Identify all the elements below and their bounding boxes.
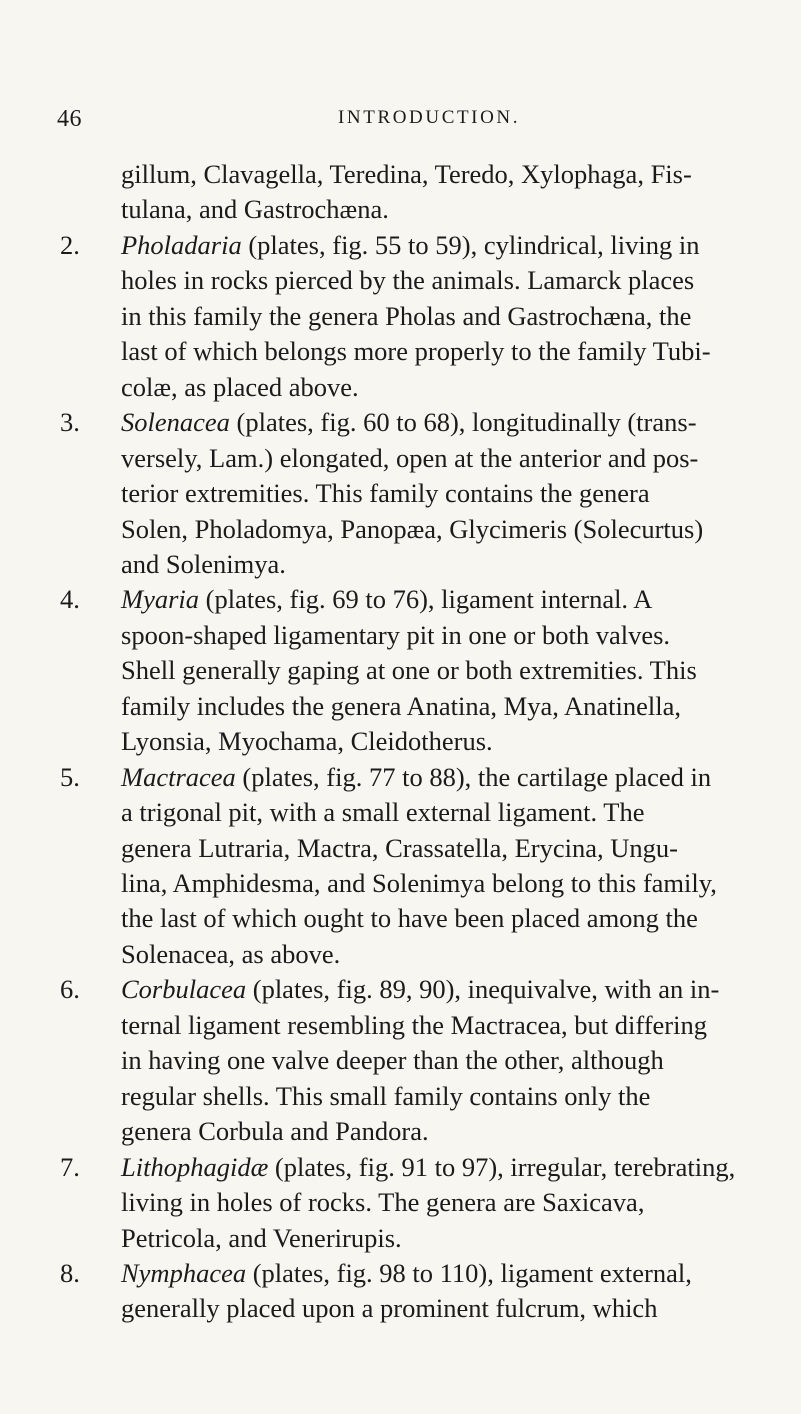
entry-number: 3.	[60, 407, 80, 438]
text-line: family includes the genera Anatina, Mya, Anatinella,	[121, 690, 682, 721]
entry-text: (plates, fig. 89, 90), inequivalve, with an in-	[246, 974, 720, 1005]
entry-first-line	[121, 972, 719, 1006]
text-line: genera Corbula and Pandora.	[121, 1116, 429, 1147]
entry-text: (plates, fig. 69 to 76), ligament internal. A	[199, 584, 653, 615]
entry-text: (plates, fig. 55 to 59), cylindrical, living in	[241, 229, 700, 260]
entry-text: (plates, fig. 77 to 88), the cartilage placed in	[235, 761, 712, 792]
running-head: INTRODUCTION.	[338, 107, 521, 128]
entry-text: (plates, fig. 91 to 97), irregular, terebrating,	[268, 1151, 736, 1182]
entry-number: 8.	[60, 1257, 80, 1288]
text-line: Solenacea, as above.	[121, 938, 341, 969]
entry-first-line	[121, 1150, 735, 1184]
entry-first-line	[121, 228, 700, 262]
text-line: ternal ligament resembling the Mactracea, but differing	[121, 1009, 707, 1040]
text-line: holes in rocks pierced by the animals. Lamarck places	[121, 265, 695, 296]
entry-number: 4.	[60, 584, 80, 615]
entry-text: (plates, fig. 98 to 110), ligament external,	[246, 1257, 692, 1288]
text-line: Lyonsia, Myochama, Cleidotherus.	[121, 726, 493, 757]
text-line: Shell generally gaping at one or both extremities. This	[121, 655, 697, 686]
text-line: last of which belongs more properly to the family Tubi-	[121, 336, 711, 367]
text-line: a trigonal pit, with a small external ligament. The	[121, 797, 645, 828]
text-line: tulana, and Gastrochæna.	[121, 194, 389, 225]
family-name: Nymphacea	[121, 1257, 247, 1288]
family-name: Mactracea	[121, 761, 236, 792]
entry-number: 7.	[60, 1151, 80, 1182]
text-line: colæ, as placed above.	[121, 371, 359, 402]
text-line: in having one valve deeper than the other, although	[121, 1045, 664, 1076]
text-line: Petricola, and Venerirupis.	[121, 1222, 402, 1253]
entry-number: 2.	[60, 229, 80, 260]
page-number: 46	[57, 106, 82, 132]
text-line: in this family the genera Pholas and Gastrochæna, the	[121, 300, 692, 331]
entry-number: 6.	[60, 974, 80, 1005]
text-line: gillum, Clavagella, Teredina, Teredo, Xylophaga, Fis-	[121, 159, 692, 189]
text-line: genera Lutraria, Mactra, Crassatella, Erycina, Ungu-	[121, 832, 678, 863]
text-line: versely, Lam.) elongated, open at the anterior and pos-	[121, 442, 699, 473]
text-line: Solen, Pholadomya, Panopæa, Glycimeris (Solecurtus)	[121, 513, 704, 544]
text-line: lina, Amphidesma, and Solenimya belong to this family,	[121, 868, 717, 898]
entry-first-line	[121, 1256, 692, 1290]
family-name: Corbulacea	[121, 974, 247, 1005]
text-line: living in holes of rocks. The genera are Saxicava,	[121, 1187, 645, 1218]
text-line: terior extremities. This family contains the genera	[121, 478, 650, 509]
entry-first-line	[121, 405, 697, 439]
entry-first-line	[121, 582, 652, 616]
family-name: Lithophagidæ	[121, 1151, 269, 1182]
entry-text: (plates, fig. 60 to 68), longitudinally (trans-	[229, 407, 697, 438]
text-line: and Solenimya.	[121, 548, 286, 579]
text-line: the last of which ought to have been placed among the	[121, 903, 698, 934]
family-name: Solenacea	[121, 407, 230, 438]
text-line: spoon-shaped ligamentary pit in one or both valves.	[121, 619, 671, 650]
text-line: regular shells. This small family contains only the	[121, 1080, 651, 1111]
family-name: Pholadaria	[121, 229, 242, 260]
entry-number: 5.	[60, 761, 80, 792]
entry-first-line	[121, 760, 711, 794]
text-line: generally placed upon a prominent fulcrum, which	[121, 1293, 658, 1324]
family-name: Myaria	[121, 584, 200, 615]
